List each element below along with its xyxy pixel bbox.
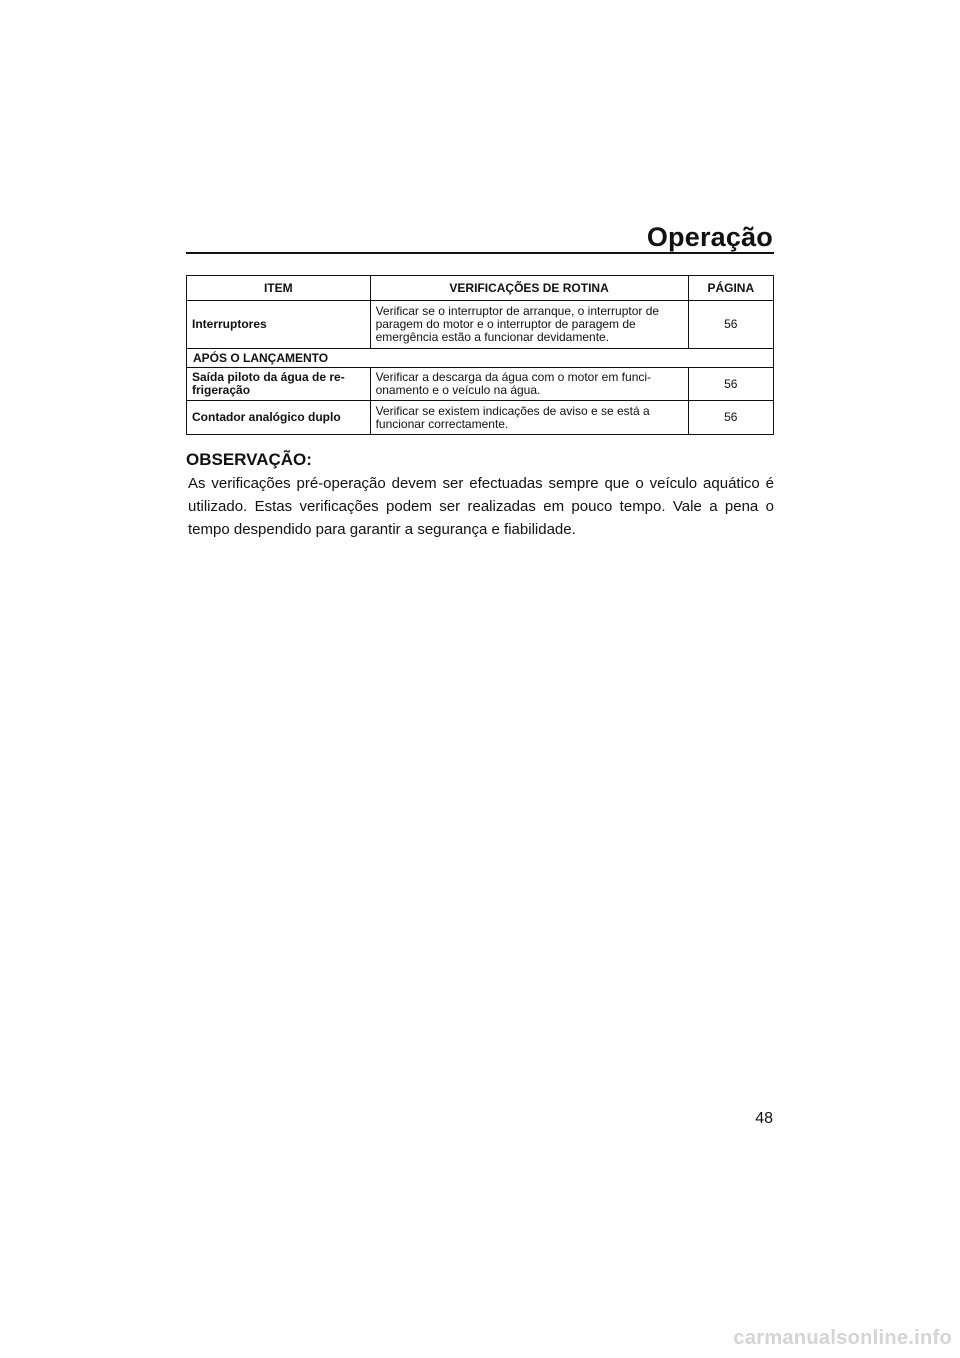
cell-check: Verificar a descarga da água com o motor em funci-onamento e o veículo na água. bbox=[370, 368, 688, 401]
cell-page: 56 bbox=[688, 368, 773, 401]
table-header-row bbox=[187, 276, 774, 301]
cell-page: 56 bbox=[688, 401, 773, 435]
cell-check: Verificar se existem indicações de aviso e se está a funcionar correctamente. bbox=[370, 401, 688, 435]
note-heading: OBSERVAÇÃO: bbox=[186, 450, 312, 469]
page-number: 48 bbox=[755, 1110, 773, 1127]
cell-item: Contador analógico duplo bbox=[187, 401, 371, 435]
page-title: Operação bbox=[646, 222, 773, 252]
table-section-row bbox=[187, 349, 774, 368]
watermark: carmanualsonline.info bbox=[733, 1327, 952, 1349]
column-header-item: ITEM bbox=[187, 276, 371, 301]
column-header-checks: VERIFICAÇÕES DE ROTINA bbox=[370, 276, 688, 301]
cell-item: Saída piloto da água de re-frigeração bbox=[187, 368, 371, 401]
table-row bbox=[187, 301, 774, 349]
cell-page: 56 bbox=[688, 301, 773, 349]
header-rule bbox=[186, 252, 774, 254]
table-row bbox=[187, 401, 774, 435]
note-paragraph: As verificações pré-operação devem ser efectuadas sempre que o veículo aquático é utilizado. Estas verificações podem ser realizadas em pouco tempo. Vale a pena o tempo despendido para garantir a segurança e fiabilidade. bbox=[188, 475, 774, 538]
column-header-page: PÁGINA bbox=[688, 276, 773, 301]
routine-checks-table bbox=[186, 275, 774, 435]
cell-check: Verificar se o interruptor de arranque, o interruptor de paragem do motor e o interruptor de paragem de emergência estão a funcionar devidamente. bbox=[370, 301, 688, 349]
table-row bbox=[187, 368, 774, 401]
cell-item: Interruptores bbox=[187, 301, 371, 349]
section-label: APÓS O LANÇAMENTO bbox=[187, 349, 774, 368]
